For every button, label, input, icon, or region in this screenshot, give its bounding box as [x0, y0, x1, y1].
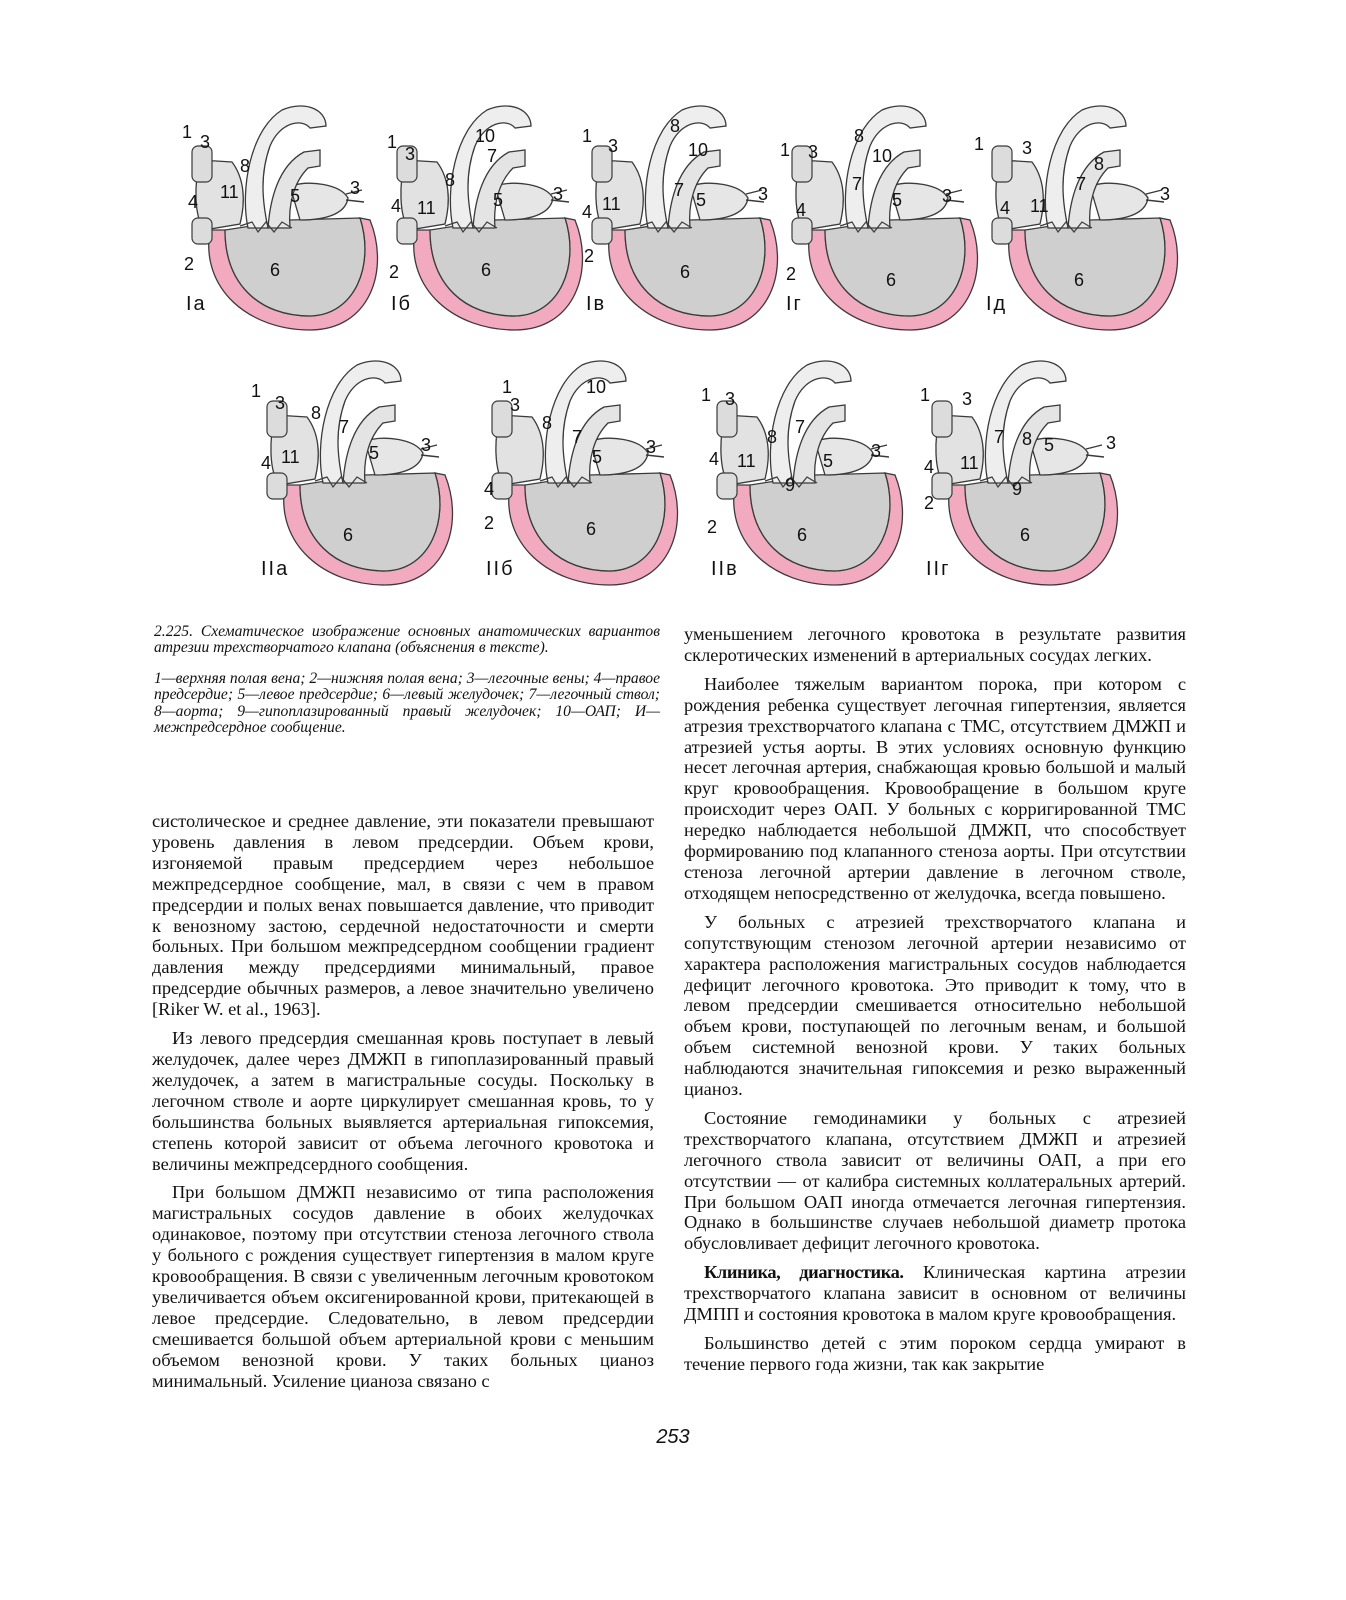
structure-number-label: 3	[725, 389, 736, 409]
structure-number-label: 1	[582, 126, 593, 146]
inferior-vena-cava-shape	[192, 218, 212, 244]
structure-number-label: 2	[484, 513, 495, 533]
right-paragraph-4: Состояние гемодинамики у больных с атрезией трехстворчатого клапана, отсутствием ДМЖП и атрезией легочного ствола зависит от величины ОАП, а при его отсутствии — от калибра системных коллатеральных артерий. При большом ОАП иногда отмечается легочная гипертензия. Однако в большинстве случаев небольшой диаметр протока обусловливает дефицит легочного кровотока.	[684, 1107, 1186, 1254]
structure-number-label: 3	[962, 389, 973, 409]
right-paragraph-1: уменьшением легочного кровотока в результате развития склеротических изменений в артериальных сосудах легких.	[684, 624, 1186, 665]
heart-panel-Ia	[182, 106, 378, 330]
left-paragraph-1: систолическое и среднее давление, эти показатели превышают уровень давления в левом предсердии. Объем крови, изгоняемой правым предсердием через небольшое межпредсердное сообщение, мал, в связи с чем в правом предсердии и полых венах повышается давление, что приводит к венозному застою, сердечной недостаточности и смерти больных. При большом межпредсердном сообщении градиент давления между предсердиями минимальный, правое предсердие обычных размеров, а левое значительно увеличено [Riker W. et al., 1963].	[152, 811, 654, 1020]
structure-number-label: 3	[1022, 138, 1033, 158]
inferior-vena-cava-shape	[792, 218, 812, 244]
structure-number-label: 8	[240, 156, 251, 176]
structure-number-label: 6	[343, 525, 354, 545]
structure-number-label: 7	[487, 146, 498, 166]
structure-number-label: 3	[350, 178, 361, 198]
panel-title-Iv: Iв	[586, 293, 607, 315]
section-heading-clinic: Клиника, диагностика.	[704, 1262, 904, 1283]
right-column	[684, 624, 1186, 1383]
structure-number-label: 3	[871, 441, 882, 461]
panel-title-IIv: IIв	[711, 558, 739, 580]
structure-number-label: 4	[1000, 198, 1011, 218]
structure-number-label: 6	[270, 260, 281, 280]
structure-number-label: 3	[758, 184, 769, 204]
left-atrium-shape	[1030, 438, 1088, 475]
structure-number-label: 6	[1074, 270, 1085, 290]
structure-number-label: 8	[1094, 154, 1105, 174]
structure-number-label: 1	[182, 122, 193, 142]
structure-number-label: 10	[586, 377, 607, 397]
structure-number-label: 11	[417, 198, 436, 218]
heart-panel-IIv	[701, 361, 903, 585]
structure-number-label: 6	[797, 525, 808, 545]
heart-panel-IIg	[920, 361, 1118, 585]
structure-number-label: 8	[854, 126, 865, 146]
heart-panel-IIa	[251, 361, 453, 585]
structure-number-label: 3	[200, 132, 211, 152]
structure-number-label: 3	[942, 186, 953, 206]
caption-title: 2.225. Схематическое изображение основных анатомических вариантов атрезии трехстворчатого клапана (объяснения в тексте).	[154, 623, 660, 657]
panel-title-IIa: IIa	[261, 558, 290, 580]
structure-number-label: 7	[572, 427, 583, 447]
heart-panel-Iv	[582, 106, 778, 330]
structure-number-label: 5	[696, 190, 707, 210]
inferior-vena-cava-shape	[397, 218, 417, 244]
heart-panel-Ib	[387, 106, 583, 330]
right-paragraph-5	[684, 1262, 1186, 1325]
caption-legend: 1—верхняя полая вена; 2—нижняя полая вена; 3—легочные вены; 4—правое предсердие; 5—левое предсердие; 6—левый желудочек; 7—легочный ствол; 8—аорта; 9—гипоплазированный правый желудочек; 10—ОАП; И—межпредсердное сообщение.	[154, 669, 660, 737]
structure-number-label: 7	[674, 180, 685, 200]
panel-title-IIb: IIб	[486, 558, 515, 580]
structure-number-label: 8	[767, 427, 778, 447]
structure-number-label: 11	[960, 453, 979, 473]
structure-number-label: 6	[481, 260, 492, 280]
structure-number-label: 1	[974, 134, 985, 154]
superior-vena-cava-shape	[932, 401, 952, 437]
structure-number-label: 8	[670, 116, 681, 136]
structure-number-label: 10	[872, 146, 893, 166]
structure-number-label: 3	[421, 435, 432, 455]
structure-number-label: 11	[1030, 196, 1049, 216]
structure-number-label: 5	[369, 443, 380, 463]
structure-number-label: 7	[339, 417, 350, 437]
structure-number-label: 4	[709, 449, 720, 469]
structure-number-label: 6	[680, 262, 691, 282]
right-paragraph-6: Большинство детей с этим пороком сердца умирают в течение первого года жизни, так как закрытие	[684, 1333, 1186, 1374]
structure-number-label: 7	[994, 427, 1005, 447]
structure-number-label: 3	[275, 393, 286, 413]
structure-number-label: 2	[389, 262, 400, 282]
structure-number-label: 11	[220, 182, 239, 202]
left-paragraph-3: При большом ДМЖП независимо от типа расположения магистральных сосудов давление в обоих желудочках одинаковое, поэтому при отсутствии стеноза легочного ствола у больного с рождения существует гипертензия в малом круге кровообращения. В связи с увеличенным легочным кровотоком увеличивается объем оксигенированной крови, притекающей в левое предсердие. Следовательно, в левом предсердии смешивается большой объем артериальной крови с меньшим объемом венозной крови. У таких больных цианоз минимальный. Усиление цианоза связано с	[152, 1182, 654, 1391]
structure-number-label: 4	[391, 196, 402, 216]
structure-number-label: 7	[852, 174, 863, 194]
structure-number-label: 2	[786, 264, 797, 284]
structure-number-label: 3	[553, 184, 564, 204]
panel-title-Ig: Iг	[786, 293, 803, 315]
structure-number-label: 8	[542, 413, 553, 433]
structure-number-label: 1	[701, 385, 712, 405]
structure-number-label: 9	[1012, 479, 1023, 499]
structure-number-label: 1	[502, 377, 513, 397]
structure-number-label: 5	[290, 186, 301, 206]
structure-number-label: 4	[924, 457, 935, 477]
structure-number-label: 4	[582, 202, 593, 222]
superior-vena-cava-shape	[992, 146, 1012, 182]
structure-number-label: 8	[311, 403, 322, 423]
structure-number-label: 5	[592, 447, 603, 467]
structure-number-label: 5	[1044, 435, 1055, 455]
structure-number-label: 3	[1160, 184, 1171, 204]
structure-number-label: 1	[387, 132, 398, 152]
inferior-vena-cava-shape	[932, 473, 952, 499]
figure-caption	[154, 624, 660, 736]
left-atrium-shape	[1090, 183, 1148, 220]
right-paragraph-2: Наиболее тяжелым вариантом порока, при котором с рождения ребенка существует легочная гипертензия, является атрезия трехстворчатого клапана с ТМС, отсутствием ДМЖП и атрезией устья аорты. В этих условиях основную функцию несет легочная артерия, снабжающая кровью большой и малый круг кровообращения. Кровообращение в большом круге происходит через ОАП. У больных с корригированной ТМС нередко наблюдается небольшой ДМЖП, что способствует формированию под клапанного стеноза аорты. При отсутствии стеноза легочной артерии давление в легочном стволе, отходящем непосредственно от желудочка, всегда повышено.	[684, 673, 1186, 903]
structure-number-label: 1	[920, 385, 931, 405]
inferior-vena-cava-shape	[992, 218, 1012, 244]
structure-number-label: 4	[796, 200, 807, 220]
left-atrium-shape	[495, 183, 553, 220]
structure-number-label: 6	[1020, 525, 1031, 545]
structure-number-label: 5	[892, 190, 903, 210]
structure-number-label: 5	[493, 190, 504, 210]
structure-number-label: 2	[707, 517, 718, 537]
superior-vena-cava-shape	[492, 401, 512, 437]
inferior-vena-cava-shape	[492, 473, 512, 499]
structure-number-label: 4	[484, 479, 495, 499]
structure-number-label: 7	[795, 417, 806, 437]
heart-panel-IIb	[484, 361, 678, 585]
left-paragraph-2: Из левого предсердия смешанная кровь поступает в левый желудочек, далее через ДМЖП в гипоплазированный правый желудочек, а затем в магистральные сосуды. Поскольку в легочном стволе и аорте циркулирует смешанная кровь, то у большинства больных выявляется артериальная гипоксемия, степень которой зависит от объема легочного кровотока и величины межпредсердного сообщения.	[152, 1028, 654, 1174]
inferior-vena-cava-shape	[592, 218, 612, 244]
inferior-vena-cava-shape	[267, 473, 287, 499]
panel-title-IIg: IIг	[926, 558, 951, 580]
structure-number-label: 7	[1076, 174, 1087, 194]
right-paragraph-3: У больных с атрезией трехстворчатого клапана и сопутствующим стенозом легочной артерии независимо от характера расположения магистральных сосудов наблюдается дефицит легочного кровотока. Это приводит к тому, что в левом предсердии смешивается относительно небольшой объем крови, поступающей по легочным венам, и большой объем системной венозной крови. У таких больных наблюдаются значительная гипоксемия и резко выраженный цианоз.	[684, 911, 1186, 1100]
structure-number-label: 8	[1022, 429, 1033, 449]
structure-number-label: 10	[688, 140, 709, 160]
inferior-vena-cava-shape	[717, 473, 737, 499]
structure-number-label: 10	[475, 126, 496, 146]
structure-number-label: 6	[586, 519, 597, 539]
structure-number-label: 4	[188, 192, 199, 212]
panel-title-Ia: Ia	[186, 293, 207, 315]
left-column	[152, 811, 654, 1399]
right-paragraph-5-text: Клиническая картина атрезии трехстворчатого клапана зависит в основном от величины ДМПП и состояния кровотока в малом круге кровообращения.	[684, 1262, 1186, 1325]
structure-number-label: 3	[405, 144, 416, 164]
structure-number-label: 1	[251, 381, 262, 401]
panel-title-Id: Iд	[986, 293, 1008, 315]
heart-panel-Id	[974, 106, 1178, 330]
structure-number-label: 2	[584, 246, 595, 266]
structure-number-label: 3	[646, 437, 657, 457]
structure-number-label: 4	[261, 453, 272, 473]
structure-number-label: 3	[608, 136, 619, 156]
structure-number-label: 11	[602, 194, 621, 214]
structure-number-label: 1	[780, 140, 791, 160]
structure-number-label: 3	[808, 142, 819, 162]
structure-number-label: 8	[445, 170, 456, 190]
heart-panel-Ig	[780, 106, 978, 330]
panel-title-Ib: Iб	[391, 293, 413, 315]
structure-number-label: 6	[886, 270, 897, 290]
page-number: 253	[656, 1426, 690, 1448]
heart-variants-figure	[150, 80, 1210, 600]
structure-number-label: 11	[737, 451, 756, 471]
structure-number-label: 2	[184, 254, 195, 274]
structure-number-label: 3	[1106, 433, 1117, 453]
structure-number-label: 9	[785, 475, 796, 495]
pulmonary-vein-stubs	[1086, 445, 1104, 457]
structure-number-label: 3	[510, 395, 521, 415]
structure-number-label: 11	[281, 447, 300, 467]
structure-number-label: 2	[924, 493, 935, 513]
structure-number-label: 5	[823, 451, 834, 471]
